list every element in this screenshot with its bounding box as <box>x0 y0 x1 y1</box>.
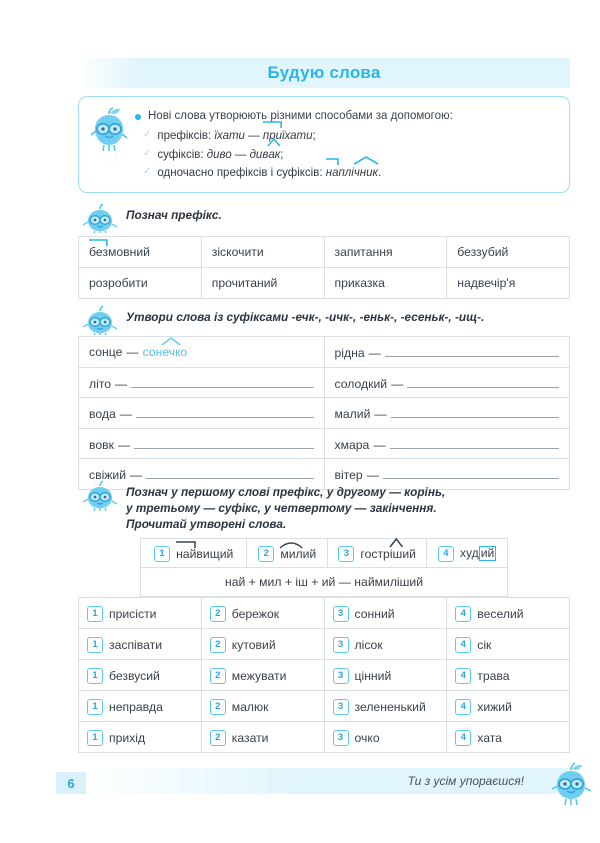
dash: — <box>126 344 139 359</box>
word-prefix: най <box>176 546 197 561</box>
rule-list <box>135 127 557 181</box>
exercise-1-header <box>82 203 222 238</box>
rule-lead-text: Нові слова утворюють різними способами за допомогою: <box>148 110 453 122</box>
rule-item-word-prefix: на <box>325 166 339 179</box>
word-stem: худ <box>459 546 479 561</box>
word-cell[interactable]: приказка <box>324 268 447 299</box>
table-row <box>79 268 570 299</box>
grid-cell[interactable] <box>201 722 324 753</box>
grid-cell[interactable] <box>201 629 324 660</box>
dash: — <box>115 376 128 391</box>
exercise-2-table <box>78 336 570 490</box>
grid-word: хата <box>477 730 502 745</box>
table-row <box>141 568 508 597</box>
suffix-marker-group <box>162 345 180 359</box>
fill-cell[interactable] <box>79 337 325 368</box>
rule-item-base: їхати <box>214 130 245 143</box>
word-root: мил <box>280 546 303 561</box>
base-word: літо <box>89 376 112 391</box>
number-badge: 3 <box>338 546 354 562</box>
grid-cell[interactable] <box>79 691 202 722</box>
base-word: солодкий <box>334 376 388 391</box>
answer-blank[interactable] <box>391 404 559 418</box>
grid-cell[interactable] <box>79 722 202 753</box>
grid-word: межувати <box>231 668 287 683</box>
grid-cell[interactable] <box>324 691 447 722</box>
grid-cell[interactable] <box>201 660 324 691</box>
word-rest: вищий <box>196 546 234 561</box>
grid-word: бережок <box>231 606 280 621</box>
dash: — <box>368 346 381 361</box>
word-prefix: без <box>89 245 108 259</box>
base-word: рідна <box>334 346 365 361</box>
check-icon: ✓ <box>143 147 152 159</box>
grid-cell[interactable] <box>324 660 447 691</box>
base-word: сонце <box>89 344 123 359</box>
exercise-2-header <box>82 305 484 340</box>
apple-mascot-icon <box>82 305 118 340</box>
suffix-marker-group <box>354 164 378 182</box>
table-row <box>79 598 570 629</box>
fill-cell[interactable] <box>324 367 570 398</box>
rule-item-derived-rest: їхати <box>281 130 313 143</box>
number-badge: 3 <box>333 668 349 684</box>
exercise-1-instruction: Познач префікс. <box>126 208 222 222</box>
bullet-dot-icon <box>135 114 141 120</box>
example-cell-prefix[interactable] <box>141 539 247 568</box>
number-badge: 2 <box>210 699 226 715</box>
table-row <box>79 660 570 691</box>
dash: — <box>366 468 379 483</box>
grid-word: трава <box>477 668 510 683</box>
table-row <box>79 398 570 429</box>
rule-item-dash: — <box>248 130 260 143</box>
rule-item-end: ; <box>312 130 316 143</box>
example-cell-root[interactable] <box>247 539 328 568</box>
exercise-3-header <box>82 480 445 532</box>
word-cell[interactable]: надвечір'я <box>447 268 570 299</box>
rule-item-suffix <box>135 146 557 164</box>
base-word: вовк <box>89 437 114 452</box>
number-badge: 1 <box>87 668 103 684</box>
answer-blank[interactable] <box>385 343 559 357</box>
rule-item-label: суфіксів: <box>157 148 204 161</box>
rule-item-derived-stem: див <box>249 148 269 161</box>
grid-cell[interactable] <box>79 660 202 691</box>
grid-word: зелененький <box>354 699 426 714</box>
word-cell[interactable] <box>79 237 202 268</box>
grid-cell[interactable] <box>447 598 570 629</box>
rule-item-end: ; <box>280 148 284 161</box>
number-badge: 4 <box>455 637 471 653</box>
number-badge: 1 <box>87 637 103 653</box>
answer-word <box>143 345 188 359</box>
table-row <box>79 722 570 753</box>
root-marker-group <box>280 547 302 561</box>
rule-item-label: префіксів: <box>157 130 212 143</box>
number-badge: 3 <box>333 606 349 622</box>
grid-word: очко <box>354 730 380 745</box>
instruction-line-3: Прочитай утворені слова. <box>126 516 287 531</box>
exercise-2-instruction: Утвори слова із суфіксами -ечк-, -ичк-, -еньк-, -есеньк-, -ищ-. <box>126 310 485 324</box>
apple-mascot-icon <box>82 203 118 238</box>
grid-word: лісок <box>354 637 383 652</box>
prefix-marker-group <box>326 164 339 182</box>
grid-word: сонний <box>354 606 395 621</box>
grid-word: прихід <box>109 730 146 745</box>
word-rest: мовний <box>107 245 150 259</box>
number-badge: 4 <box>455 668 471 684</box>
grid-word: хижий <box>477 699 512 714</box>
apple-mascot-icon <box>89 107 129 182</box>
number-badge: 4 <box>455 699 471 715</box>
fill-cell[interactable] <box>324 398 570 429</box>
number-badge: 2 <box>258 546 274 562</box>
grid-word: веселий <box>477 606 524 621</box>
dash: — <box>119 407 132 422</box>
example-cell-ending[interactable] <box>427 539 508 568</box>
rule-item-label: одночасно префіксів і суфіксів: <box>157 166 323 179</box>
answer-tail: о <box>180 344 188 359</box>
answer-blank[interactable] <box>407 374 559 388</box>
exercise-1-table <box>78 236 570 299</box>
rule-box <box>78 96 570 193</box>
ending-marker-box: ий <box>480 546 495 561</box>
answer-suffix: ечк <box>162 344 181 359</box>
word-suffix: іш <box>389 546 403 561</box>
number-badge: 2 <box>210 730 226 746</box>
suffix-marker-group <box>268 146 280 164</box>
word-cell[interactable]: беззубий <box>447 237 570 268</box>
answer-stem: сон <box>142 344 163 359</box>
fill-cell[interactable] <box>79 367 325 398</box>
base-word: вода <box>89 407 116 422</box>
word-rest: ий <box>402 546 416 561</box>
rule-item-word-suffix: чник <box>353 166 378 179</box>
prefix-marker-group <box>89 245 108 259</box>
grid-word: заспівати <box>109 637 163 652</box>
exercise-3-example-table <box>140 538 508 597</box>
table-row <box>79 337 570 368</box>
grid-cell[interactable] <box>447 629 570 660</box>
rule-item-derived-prefix: при <box>262 130 282 143</box>
rule-lead-row <box>135 109 557 123</box>
word-cell[interactable]: зіскочити <box>201 237 324 268</box>
grid-cell[interactable] <box>201 598 324 629</box>
footer-banner <box>78 768 570 794</box>
dash: — <box>391 376 404 391</box>
grid-cell[interactable] <box>79 598 202 629</box>
table-row <box>79 629 570 660</box>
number-badge: 1 <box>87 730 103 746</box>
page-number-box <box>56 772 86 794</box>
answer-blank[interactable] <box>383 465 559 479</box>
base-word: вітер <box>334 468 363 483</box>
suffix-marker-group <box>390 547 403 561</box>
rule-item-derived-suffix: ак <box>268 148 281 161</box>
grid-word: цінний <box>354 668 392 683</box>
prefix-marker-group <box>176 547 196 561</box>
dash: — <box>373 437 386 452</box>
answer-blank[interactable] <box>136 404 314 418</box>
number-badge: 4 <box>438 546 454 562</box>
check-icon: ✓ <box>143 129 152 141</box>
check-icon: ✓ <box>143 165 152 177</box>
page-number: 6 <box>67 775 75 791</box>
grid-word: присісти <box>109 606 157 621</box>
example-formula: най + мил + іш + ий — наймиліший <box>141 568 508 597</box>
number-badge: 2 <box>210 668 226 684</box>
table-row <box>79 237 570 268</box>
table-row <box>79 367 570 398</box>
answer-blank[interactable] <box>390 435 560 449</box>
base-word: свіжий <box>89 468 127 483</box>
apple-mascot-icon <box>82 480 118 521</box>
grid-word: сік <box>477 637 492 652</box>
number-badge: 3 <box>333 730 349 746</box>
grid-cell[interactable] <box>447 691 570 722</box>
rule-item-both <box>135 164 557 182</box>
number-badge: 3 <box>333 637 349 653</box>
grid-cell[interactable] <box>79 629 202 660</box>
table-row <box>141 539 508 568</box>
instruction-line-2: у третьому — суфікс, у четвертому — закінчення. <box>126 500 437 515</box>
word-rest: ий <box>302 546 317 561</box>
dash: — <box>374 407 387 422</box>
table-row <box>79 691 570 722</box>
number-badge: 3 <box>333 699 349 715</box>
instruction-line-1: Познач у першому слові префікс, у другому — корінь, <box>126 485 446 499</box>
page-title: Будую слова <box>267 63 381 82</box>
base-word: малий <box>334 407 371 422</box>
grid-cell[interactable] <box>447 660 570 691</box>
grid-cell[interactable] <box>324 629 447 660</box>
word-cell[interactable]: прочитаний <box>201 268 324 299</box>
answer-blank[interactable] <box>146 465 313 479</box>
answer-blank[interactable] <box>131 374 313 388</box>
number-badge: 1 <box>87 699 103 715</box>
word-stem: гостр <box>360 546 390 561</box>
answer-blank[interactable] <box>134 435 313 449</box>
table-row <box>79 428 570 459</box>
page-title-banner <box>78 58 570 88</box>
grid-cell[interactable] <box>324 722 447 753</box>
exercise-3-grid <box>78 597 570 753</box>
base-word: хмара <box>334 437 370 452</box>
grid-word: безвусий <box>109 668 160 683</box>
number-badge: 1 <box>154 546 170 562</box>
grid-word: неправда <box>109 699 163 714</box>
number-badge: 4 <box>455 730 471 746</box>
fill-cell[interactable] <box>324 337 570 368</box>
number-badge: 2 <box>210 606 226 622</box>
number-badge: 2 <box>210 637 226 653</box>
rule-item-prefix <box>135 127 557 145</box>
rule-item-word-root: плі <box>338 166 354 179</box>
rule-item-dash: — <box>234 148 247 161</box>
grid-cell[interactable] <box>324 598 447 629</box>
grid-cell[interactable] <box>201 691 324 722</box>
fill-cell[interactable] <box>79 398 325 429</box>
number-badge: 1 <box>87 606 103 622</box>
footer-message: Ти з усім упораєшся! <box>407 774 524 788</box>
fill-cell[interactable] <box>324 428 570 459</box>
rule-item-end: . <box>377 166 382 179</box>
word-cell[interactable]: запитання <box>324 237 447 268</box>
example-cell-suffix[interactable] <box>328 539 427 568</box>
fill-cell[interactable] <box>79 428 325 459</box>
number-badge: 4 <box>455 606 471 622</box>
grid-word: кутовий <box>231 637 276 652</box>
exercise-3-instruction <box>126 480 445 532</box>
grid-cell[interactable] <box>447 722 570 753</box>
rule-item-base: диво <box>206 148 232 161</box>
grid-word: малюк <box>231 699 269 714</box>
dash: — <box>130 468 143 483</box>
dash: — <box>117 437 131 452</box>
word-cell[interactable]: розробити <box>79 268 202 299</box>
grid-word: казати <box>231 730 269 745</box>
apple-mascot-icon <box>548 760 594 811</box>
